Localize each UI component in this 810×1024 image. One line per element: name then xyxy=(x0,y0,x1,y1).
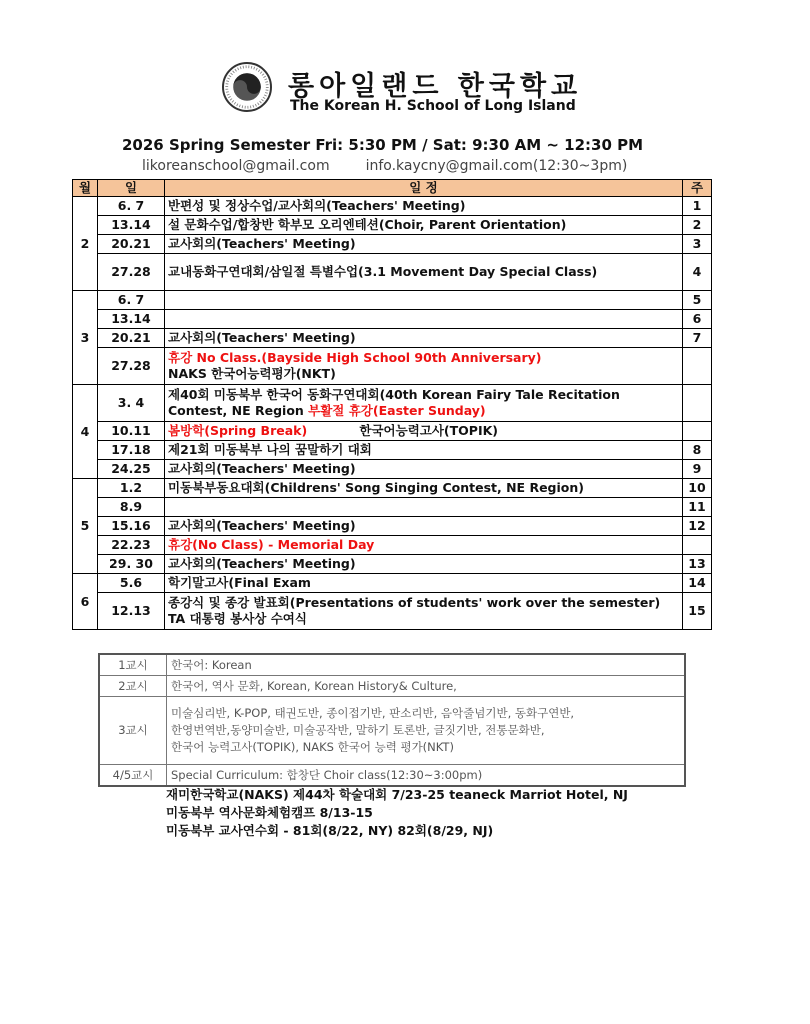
period-subject-line: 한영번역반,동양미술반, 미술공작반, 말하기 토론반, 글짓기반, 전통문화반, xyxy=(171,723,545,737)
date-cell: 1.2 xyxy=(98,479,165,498)
event-cell xyxy=(165,574,683,593)
schedule-table xyxy=(72,179,712,630)
event-text: 부활절 휴강(Easter Sunday) xyxy=(308,403,486,418)
event-cell xyxy=(165,498,683,517)
date-cell: 3. 4 xyxy=(98,385,165,422)
school-header xyxy=(222,60,583,120)
event-text: 제21회 미동북부 나의 꿈말하기 대회 xyxy=(168,442,372,457)
event-cell xyxy=(165,329,683,348)
period-row xyxy=(99,765,685,787)
period-row xyxy=(99,676,685,697)
event-cell xyxy=(165,460,683,479)
week-cell: 4 xyxy=(683,254,712,291)
note-naks-conference: 재미한국학교(NAKS) 제44차 학술대회 7/23-25 teaneck Marriot Hotel, NJ xyxy=(166,787,628,802)
period-subject-line: 한국어 능력고사(TOPIK), NAKS 한국어 능력 평가(NKT) xyxy=(171,740,454,754)
date-cell: 12.13 xyxy=(98,593,165,630)
event-text: 교사회의(Teachers' Meeting) xyxy=(168,461,356,476)
event-text: 미동북부동요대회(Childrens' Song Singing Contest, NE Region) xyxy=(168,480,584,495)
semester-schedule-times: 2026 Spring Semester Fri: 5:30 PM / Sat: 9:30 AM ~ 12:30 PM xyxy=(122,136,644,154)
event-cell xyxy=(165,197,683,216)
event-cell xyxy=(165,216,683,235)
schedule-row xyxy=(73,517,712,536)
schedule-row xyxy=(73,348,712,385)
week-cell: 2 xyxy=(683,216,712,235)
month-cell: 2 xyxy=(73,197,98,291)
date-cell: 8.9 xyxy=(98,498,165,517)
event-cell xyxy=(165,422,683,441)
event-text: 교사회의(Teachers' Meeting) xyxy=(168,236,356,251)
period-label: 2교시 xyxy=(99,676,167,697)
school-seal-logo xyxy=(222,62,272,112)
event-cell xyxy=(165,235,683,254)
class-periods-table xyxy=(98,653,686,787)
week-cell: 11 xyxy=(683,498,712,517)
email-kaycny[interactable]: info.kaycny@gmail.com(12:30~3pm) xyxy=(365,158,628,174)
event-cell xyxy=(165,385,683,422)
event-cell xyxy=(165,479,683,498)
week-cell: 8 xyxy=(683,441,712,460)
date-cell: 10.11 xyxy=(98,422,165,441)
event-text: NAKS 한국어능력평가(NKT) xyxy=(168,366,336,381)
week-cell: 12 xyxy=(683,517,712,536)
date-cell: 17.18 xyxy=(98,441,165,460)
period-row xyxy=(99,697,685,765)
schedule-header-row xyxy=(73,180,712,197)
week-cell: 1 xyxy=(683,197,712,216)
schedule-row xyxy=(73,254,712,291)
schedule-row xyxy=(73,235,712,254)
week-cell xyxy=(683,348,712,385)
week-cell: 15 xyxy=(683,593,712,630)
schedule-row xyxy=(73,460,712,479)
date-cell: 5.6 xyxy=(98,574,165,593)
event-text: 교사회의(Teachers' Meeting) xyxy=(168,556,356,571)
event-cell xyxy=(165,348,683,385)
contact-emails xyxy=(142,158,627,174)
schedule-row xyxy=(73,329,712,348)
week-cell xyxy=(683,422,712,441)
email-likoreanschool[interactable]: likoreanschool@gmail.com xyxy=(142,158,330,174)
note-history-camp: 미동북부 역사문화체험캠프 8/13-15 xyxy=(166,805,373,820)
week-cell: 10 xyxy=(683,479,712,498)
schedule-row xyxy=(73,216,712,235)
event-text: 종강식 및 종강 발표회(Presentations of students' work over the semester) xyxy=(168,595,661,610)
week-cell: 5 xyxy=(683,291,712,310)
schedule-row xyxy=(73,422,712,441)
date-cell: 22.23 xyxy=(98,536,165,555)
header-week: 주 xyxy=(683,180,712,197)
schedule-row xyxy=(73,498,712,517)
date-cell: 15.16 xyxy=(98,517,165,536)
event-cell xyxy=(165,441,683,460)
week-cell: 14 xyxy=(683,574,712,593)
date-cell: 6. 7 xyxy=(98,197,165,216)
schedule-row xyxy=(73,197,712,216)
event-cell xyxy=(165,310,683,329)
schedule-row xyxy=(73,385,712,422)
event-cell xyxy=(165,517,683,536)
week-cell: 9 xyxy=(683,460,712,479)
date-cell: 27.28 xyxy=(98,348,165,385)
date-cell: 27.28 xyxy=(98,254,165,291)
event-text: 한국어능력고사(TOPIK) xyxy=(307,423,498,438)
header-date: 일 xyxy=(98,180,165,197)
month-cell: 3 xyxy=(73,291,98,385)
week-cell: 7 xyxy=(683,329,712,348)
note-teacher-training: 미동북부 교사연수회 - 81회(8/22, NY) 82회(8/29, NJ) xyxy=(166,823,494,838)
event-cell xyxy=(165,536,683,555)
date-cell: 24.25 xyxy=(98,460,165,479)
school-name-english: The Korean H. School of Long Island xyxy=(290,98,576,114)
period-subjects: 한국어: Korean xyxy=(167,654,686,676)
schedule-row xyxy=(73,291,712,310)
event-notes xyxy=(166,786,628,840)
schedule-row xyxy=(73,574,712,593)
period-subjects: Special Curriculum: 합창단 Choir class(12:30~3:00pm) xyxy=(167,765,686,787)
period-row xyxy=(99,654,685,676)
period-label: 3교시 xyxy=(99,697,167,765)
date-cell: 20.21 xyxy=(98,235,165,254)
event-cell xyxy=(165,254,683,291)
schedule-row xyxy=(73,479,712,498)
week-cell xyxy=(683,385,712,422)
schedule-row xyxy=(73,441,712,460)
event-text: 교사회의(Teachers' Meeting) xyxy=(168,330,356,345)
event-text: TA 대통령 봉사상 수여식 xyxy=(168,611,307,626)
date-cell: 29. 30 xyxy=(98,555,165,574)
schedule-row xyxy=(73,555,712,574)
event-text: 교내동화구연대회/삼일절 특별수업(3.1 Movement Day Special Class) xyxy=(168,264,598,279)
event-text: 학기말고사(Final Exam xyxy=(168,575,311,590)
week-cell: 13 xyxy=(683,555,712,574)
header-month: 월 xyxy=(73,180,98,197)
event-text: 봄방학(Spring Break) xyxy=(168,423,308,438)
month-cell: 4 xyxy=(73,385,98,479)
period-subjects: 한국어, 역사 문화, Korean, Korean History& Culture, xyxy=(167,676,686,697)
week-cell: 3 xyxy=(683,235,712,254)
event-text: 반편성 및 정상수업/교사회의(Teachers' Meeting) xyxy=(168,198,466,213)
period-subjects xyxy=(167,697,686,765)
event-cell xyxy=(165,291,683,310)
period-label: 4/5교시 xyxy=(99,765,167,787)
date-cell: 20.21 xyxy=(98,329,165,348)
period-label: 1교시 xyxy=(99,654,167,676)
header-schedule: 일 정 xyxy=(165,180,683,197)
schedule-row xyxy=(73,593,712,630)
month-cell: 6 xyxy=(73,574,98,630)
date-cell: 6. 7 xyxy=(98,291,165,310)
week-cell xyxy=(683,536,712,555)
event-text: Contest, NE Region xyxy=(168,403,309,418)
month-cell: 5 xyxy=(73,479,98,574)
period-subject-line: 미술심리반, K-POP, 태권도반, 종이접기반, 판소리반, 음악줄넘기반, 동화구연반, xyxy=(171,706,575,720)
date-cell: 13.14 xyxy=(98,216,165,235)
event-text: 설 문화수업/합창반 학부모 오리엔테션(Choir, Parent Orientation) xyxy=(168,217,567,232)
schedule-row xyxy=(73,310,712,329)
event-cell xyxy=(165,555,683,574)
date-cell: 13.14 xyxy=(98,310,165,329)
week-cell: 6 xyxy=(683,310,712,329)
event-cell xyxy=(165,593,683,630)
event-text: 교사회의(Teachers' Meeting) xyxy=(168,518,356,533)
event-text: 제40회 미동북부 한국어 동화구연대회(40th Korean Fairy Tale Recitation xyxy=(168,387,620,402)
schedule-row xyxy=(73,536,712,555)
event-text: 휴강 No Class.(Bayside High School 90th Anniversary) xyxy=(168,350,542,365)
event-text: 휴강(No Class) - Memorial Day xyxy=(168,537,375,552)
school-name-korean: 롱아일랜드 한국학교 xyxy=(288,71,583,102)
